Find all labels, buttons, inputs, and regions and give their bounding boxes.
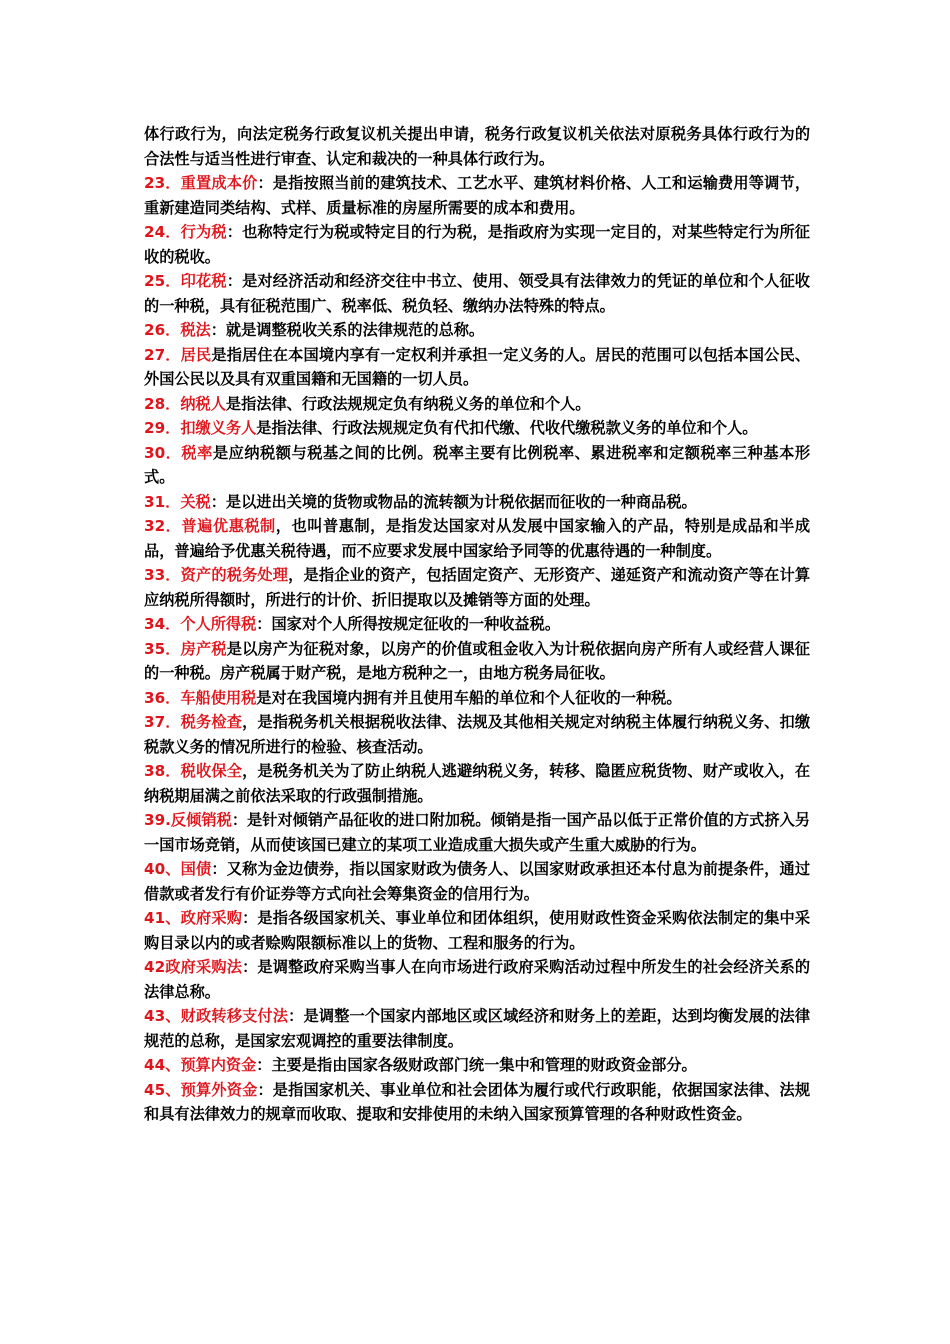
entry-28 xyxy=(144,392,810,417)
entry-45 xyxy=(144,1078,810,1127)
entry-number: 33． xyxy=(144,566,181,584)
entry-term: 重置成本价 xyxy=(180,174,258,192)
entry-number: 36． xyxy=(144,688,181,707)
entry-definition: 是指法律、行政法规规定负有纳税义务的单位和个人。 xyxy=(225,394,591,413)
entry-27 xyxy=(144,343,810,392)
entry-definition: 体行政行为，向法定税务行政复议机关提出申请，税务行政复议机关依法对原税务具体行政行为的合法性与适当性进行审查、认定和裁决的一种具体行政行为。 xyxy=(144,125,810,168)
entry-definition: ，是税务机关为了防止纳税人逃避纳税义务，转移、隐匿应税货物、财产或收入，在纳税期届满之前依法采取的行政强制措施。 xyxy=(144,762,811,805)
entry-term: 行为税 xyxy=(180,223,227,241)
entry-term: 税务检查 xyxy=(180,713,243,731)
entry-29 xyxy=(144,416,810,441)
entry-number: 45、 xyxy=(144,1080,181,1099)
entry-term: 房产税 xyxy=(180,639,227,658)
entry-42 xyxy=(144,955,810,1004)
entry-43 xyxy=(144,1004,810,1053)
entry-term: 政府采购 xyxy=(180,909,243,927)
entry-definition: ：是指各级国家机关、事业单位和团体组织，使用财政性资金采购依法制定的集中采购目录以内的或者赊购限额标准以上的货物、工程和服务的行为。 xyxy=(144,909,811,952)
entry-term: 税法 xyxy=(180,321,211,339)
entry-number: 31． xyxy=(144,492,181,511)
entry-definition: ：就是调整税收关系的法律规范的总称。 xyxy=(210,321,485,339)
entry-term: 普遍优惠税制 xyxy=(181,517,276,535)
entry-term: 预算外资金 xyxy=(180,1080,258,1099)
entry-44 xyxy=(144,1053,810,1078)
entry-term: 个人所得税 xyxy=(180,615,257,633)
entry-definition: 是应纳税额与税基之间的比例。税率主要有比例税率、累进税率和定额税率三种基本形式。 xyxy=(144,443,811,486)
entry-30 xyxy=(144,441,810,490)
entry-term: 反倾销税 xyxy=(170,811,232,829)
entry-term: 税率 xyxy=(181,443,213,462)
entry-term: 扣缴义务人 xyxy=(180,419,257,437)
entry-definition: 是指法律、行政法规规定负有代扣代缴、代收代缴税款义务的单位和个人。 xyxy=(256,419,758,437)
entry-term: 税收保全 xyxy=(180,762,243,780)
entry-definition: ：主要是指由国家各级财政部门统一集中和管理的财政资金部分。 xyxy=(256,1056,697,1074)
entry-definition: ：国家对个人所得按规定征收的一种收益税。 xyxy=(256,615,561,633)
entry-definition: 是以房产为征税对象，以房产的价值或租金收入为计税依据向房产所有人或经营人课征的一种税。房产税属于财产税，是地方税种之一，由地方税务局征收。 xyxy=(144,639,810,682)
entry-number: 26． xyxy=(144,321,181,339)
entry-number: 38． xyxy=(144,762,181,780)
entry-definition: ：是指按照当前的建筑技术、工艺水平、建筑材料价格、人工和运输费用等调节，重新建造同类结构、式样、质量标准的房屋所需要的成本和费用。 xyxy=(144,174,811,217)
entry-number: 30． xyxy=(144,443,182,462)
entry-25 xyxy=(144,269,810,318)
entry-definition: ：是指国家机关、事业单位和社会团体为履行或代行政职能，依据国家法律、法规和具有法律效力的规章而收取、提取和安排使用的未纳入国家预算管理的各种财政性资金。 xyxy=(144,1080,811,1123)
entry-31 xyxy=(144,490,810,515)
entry-intro xyxy=(144,122,810,171)
entry-26 xyxy=(144,318,810,343)
entry-number: 32． xyxy=(144,517,182,535)
entry-24 xyxy=(144,220,810,269)
entry-35 xyxy=(144,637,810,686)
entry-39 xyxy=(144,808,810,857)
entry-definition: 是对在我国境内拥有并且使用车船的单位和个人征收的一种税。 xyxy=(256,688,682,707)
entry-term: 预算内资金 xyxy=(180,1056,257,1074)
entry-definition: ：是针对倾销产品征收的进口附加税。倾销是指一国产品以低于正常价值的方式挤入另一国市场竞销，从而使该国已建立的某项工业造成重大损失或产生重大威胁的行为。 xyxy=(144,811,811,854)
entry-term: 纳税人 xyxy=(180,394,226,413)
entry-term: 关税 xyxy=(180,492,211,511)
entry-term: 车船使用税 xyxy=(180,688,257,707)
entry-number: 41、 xyxy=(144,909,181,927)
entry-number: 29． xyxy=(144,419,181,437)
entry-38 xyxy=(144,759,810,808)
entry-23 xyxy=(144,171,810,220)
entry-term: 财政转移支付法 xyxy=(180,1007,289,1025)
entry-number: 42 xyxy=(144,958,166,976)
entry-term: 政府采购法 xyxy=(165,958,243,976)
entry-definition: ，是指企业的资产，包括固定资产、无形资产、递延资产和流动资产等在计算应纳税所得额时，所进行的计价、折旧提取以及摊销等方面的处理。 xyxy=(144,566,811,609)
entry-34 xyxy=(144,612,810,637)
entry-definition: ：又称为金边债券，指以国家财政为债务人、以国家财政承担还本付息为前提条件，通过借款或者发行有价证券等方式向社会筹集资金的信用行为。 xyxy=(144,860,811,903)
entry-33 xyxy=(144,563,810,612)
entry-36 xyxy=(144,686,810,711)
entry-40 xyxy=(144,857,810,906)
entry-definition: ，是指税务机关根据税收法律、法规及其他相关规定对纳税主体履行纳税义务、扣缴税款义务的情况所进行的检验、核查活动。 xyxy=(144,713,811,756)
entry-number: 25． xyxy=(144,272,181,290)
entry-number: 35． xyxy=(144,639,181,658)
entry-number: 37． xyxy=(144,713,181,731)
entry-41 xyxy=(144,906,810,955)
entry-definition: ：也称特定行为税或特定目的行为税，是指政府为实现一定目的，对某些特定行为所征收的税收。 xyxy=(144,223,810,266)
entry-number: 24． xyxy=(144,223,181,241)
entry-32 xyxy=(144,514,810,563)
entry-term: 国债 xyxy=(180,860,212,878)
entry-term: 居民 xyxy=(180,345,212,364)
entry-number: 34． xyxy=(144,615,181,633)
entry-definition: ：是以进出关境的货物或物品的流转额为计税依据而征收的一种商品税。 xyxy=(210,492,697,511)
entry-37 xyxy=(144,710,810,759)
entry-number: 40、 xyxy=(144,860,181,878)
entry-definition: ：是调整一个国家内部地区或区域经济和财务上的差距，达到均衡发展的法律规范的总称，是国家宏观调控的重要法律制度。 xyxy=(144,1007,811,1050)
entry-definition: ，也叫普惠制，是指发达国家对从发展中国家输入的产品，特别是成品和半成品，普遍给予优惠关税待遇，而不应要求发展中国家给予同等的优惠待遇的一种制度。 xyxy=(144,517,811,560)
document-body xyxy=(144,122,810,1127)
entry-term: 印花税 xyxy=(180,272,227,290)
entry-definition: ：是调整政府采购当事人在向市场进行政府采购活动过程中所发生的社会经济关系的法律总称。 xyxy=(144,958,811,1001)
entry-number: 23． xyxy=(144,174,181,192)
entry-number: 27． xyxy=(144,345,181,364)
entry-number: 28． xyxy=(144,394,181,413)
entry-definition: 是指居住在本国境内享有一定权利并承担一定义务的人。居民的范围可以包括本国公民、外国公民以及具有双重国籍和无国籍的一切人员。 xyxy=(144,345,811,388)
entry-number: 43、 xyxy=(144,1007,181,1025)
entry-definition: ：是对经济活动和经济交往中书立、使用、领受具有法律效力的凭证的单位和个人征收的一种税，具有征税范围广、税率低、税负轻、缴纳办法特殊的特点。 xyxy=(144,272,810,315)
entry-number: 44、 xyxy=(144,1056,181,1074)
entry-number: 39. xyxy=(144,811,171,829)
entry-term: 资产的税务处理 xyxy=(180,566,289,584)
